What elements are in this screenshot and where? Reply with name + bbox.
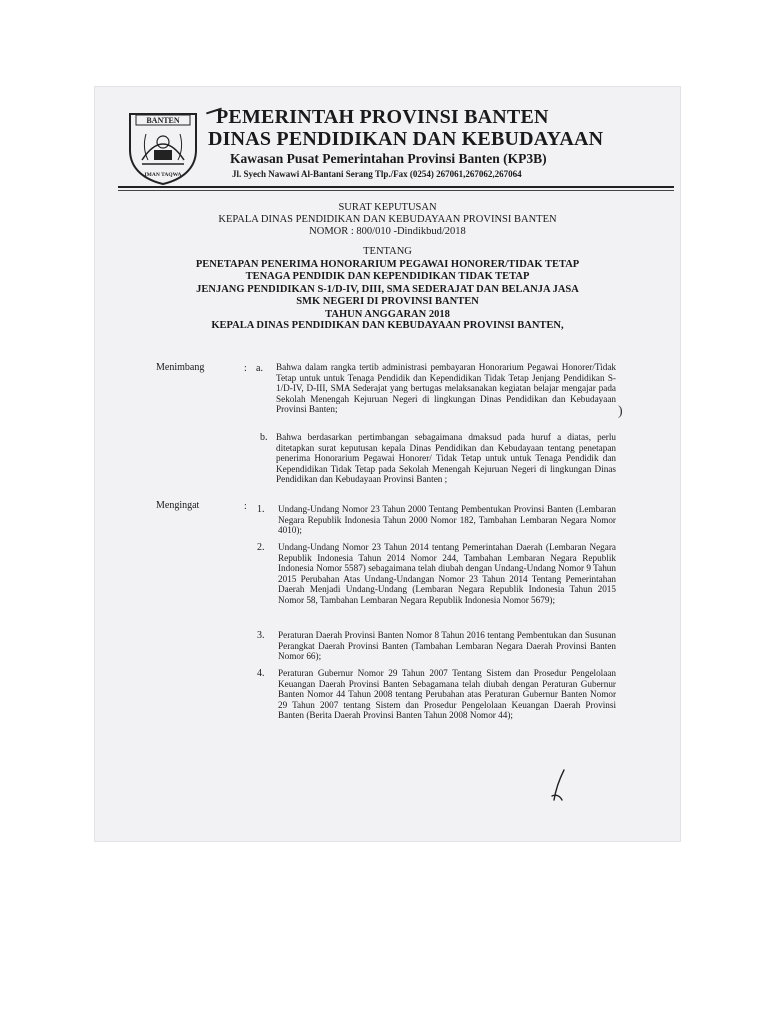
banten-crest-logo <box>122 108 204 186</box>
subject-line: TENAGA PENDIDIK DAN KEPENDIDIKAN TIDAK TETAP <box>245 271 530 282</box>
doc-type: SURAT KEPUTUSAN <box>338 202 437 213</box>
subject-line: TAHUN ANGGARAN 2018 <box>325 308 450 320</box>
mengingat-item-4: Peraturan Gubernur Nomor 29 Tahun 2007 Tentang Sistem dan Prosedur Pengelolaan Keuangan Daerah Provinsi Banten Sebagamana telah diubah dengan Peraturan Gubernur Banten Nomor 44 Tahun 2008 tentang Perubahan atas Peraturan Gubernur Banten Nomor 29 Tahun 2007 tentang Sistem dan Prosedur Pengelolaan Keuangan Daerah Provinsi Banten (Berita Daerah Provinsi Banten Tahun 2008 Nomor 44); <box>278 668 616 721</box>
menimbang-marker-b: b. <box>260 432 268 443</box>
mengingat-label: Mengingat <box>156 500 200 511</box>
mengingat-marker-2: 2. <box>257 542 265 553</box>
mengingat-marker-3: 3. <box>257 630 265 641</box>
official-title: KEPALA DINAS PENDIDIKAN DAN KEBUDAYAAN PROVINSI BANTEN, <box>211 320 564 331</box>
mengingat-marker-4: 4. <box>257 668 265 679</box>
document-page <box>94 86 681 842</box>
letterhead-agency: DINAS PENDIDIKAN DAN KEBUDAYAAN <box>208 128 604 150</box>
initial-paraf <box>544 766 574 806</box>
mengingat-item-1: Undang-Undang Nomor 23 Tahun 2000 Tentang Pembentukan Provinsi Banten (Lembaran Negara Republik Indonesia Tahun 2000 Nomor 182, Tambahan Lembaran Negara Nomor 4010); <box>278 504 616 536</box>
tentang-label: TENTANG <box>363 246 412 257</box>
subject-line: SMK NEGERI DI PROVINSI BANTEN <box>296 296 479 307</box>
menimbang-item-a: Bahwa dalam rangka tertib administrasi pembayaran Honorarium Pegawai Honorer/Tidak Tetap untuk untuk Tenaga Pendidik dan Kependidikan Tidak Tetap Jenjang Pendidikan S-1/D-IV, D-III, SMA Sederajat yang bertugas melaksanakan kegiatan belajar mengajar pada Sekolah Menengah Kejuruan Negeri di lingkungan Dinas Pendidikan dan Kebudayaan Provinsi Banten; <box>276 362 616 415</box>
decree-number: NOMOR : 800/010 -Dindikbud/2018 <box>309 226 466 237</box>
menimbang-label: Menimbang <box>156 362 205 373</box>
subject-line: PENETAPAN PENERIMA HONORARIUM PEGAWAI HONORER/TIDAK TETAP <box>195 258 580 270</box>
margin-mark: ) <box>618 404 623 419</box>
letterhead-address: Jl. Syech Nawawi Al-Bantani Serang Tlp./Fax (0254) 267061,267062,267064 <box>232 169 522 179</box>
letterhead-rule-thin <box>118 190 674 191</box>
logo-text-top: BANTEN <box>146 116 180 125</box>
issuer: KEPALA DINAS PENDIDIKAN DAN KEBUDAYAAN PROVINSI BANTEN <box>218 214 557 225</box>
mengingat-marker-1: 1. <box>257 504 265 515</box>
decree-subject <box>94 246 681 321</box>
subject-line: JENJANG PENDIDIKAN S-1/D-IV, DIII, SMA SEDERAJAT DAN BELANJA JASA <box>196 283 579 295</box>
mengingat-item-2: Undang-Undang Nomor 23 Tahun 2014 tentang Pemerintahan Daerah (Lembaran Negara Republik Indonesia Tahun 2014 Nomor 244, Tambahan Lembaran Negara Republik Indonesia Nomor 5587) sebagaimana telah diubah dengan Undang-Undang Nomor 9 Tahun 2015 Perubahan Atas Undang-Undangan Nomor 23 Tahun 2014 Tentang Pemerintahan Daerah Menjadi Undang-Undang (Lembaran Negara Republik Indonesia Tahun 2015 Nomor 58, Tambahan Lembaran Negara Republik Indonesia Nomor 5679); <box>278 542 616 605</box>
logo-text-bottom: IMAN TAQWA <box>144 172 182 178</box>
menimbang-marker-a: a. <box>256 363 263 374</box>
decree-heading <box>94 202 681 238</box>
letterhead-rule <box>118 186 674 188</box>
letterhead <box>208 106 678 180</box>
menimbang-item-b: Bahwa berdasarkan pertimbangan sebagaimana dmaksud pada huruf a diatas, perlu ditetapkan surat keputusan kepala Dinas Pendidikan dan Kebudayaan tentang penetapan penerima Honorarium Pegawai Honorer/ Tidak Tetap untuk untuk Tenaga Pendidik dan Kependidikan Tidak Tetap pada Sekolah Menengah Kejuruan Negeri di lingkungan Dinas Pendidikan dan Kebudayaan Provinsi Banten ; <box>276 432 616 485</box>
menimbang-colon: : <box>244 363 247 374</box>
mengingat-item-3: Peraturan Daerah Provinsi Banten Nomor 8 Tahun 2016 tentang Pembentukan dan Susunan Perangkat Daerah Provinsi Banten (Tambahan Lembaran Negara Daerah Provinsi Banten Nomor 66); <box>278 630 616 662</box>
mengingat-colon: : <box>244 501 247 512</box>
letterhead-area: Kawasan Pusat Pemerintahan Provinsi Banten (KP3B) <box>230 151 547 166</box>
letterhead-government: PEMERINTAH PROVINSI BANTEN <box>216 106 549 128</box>
